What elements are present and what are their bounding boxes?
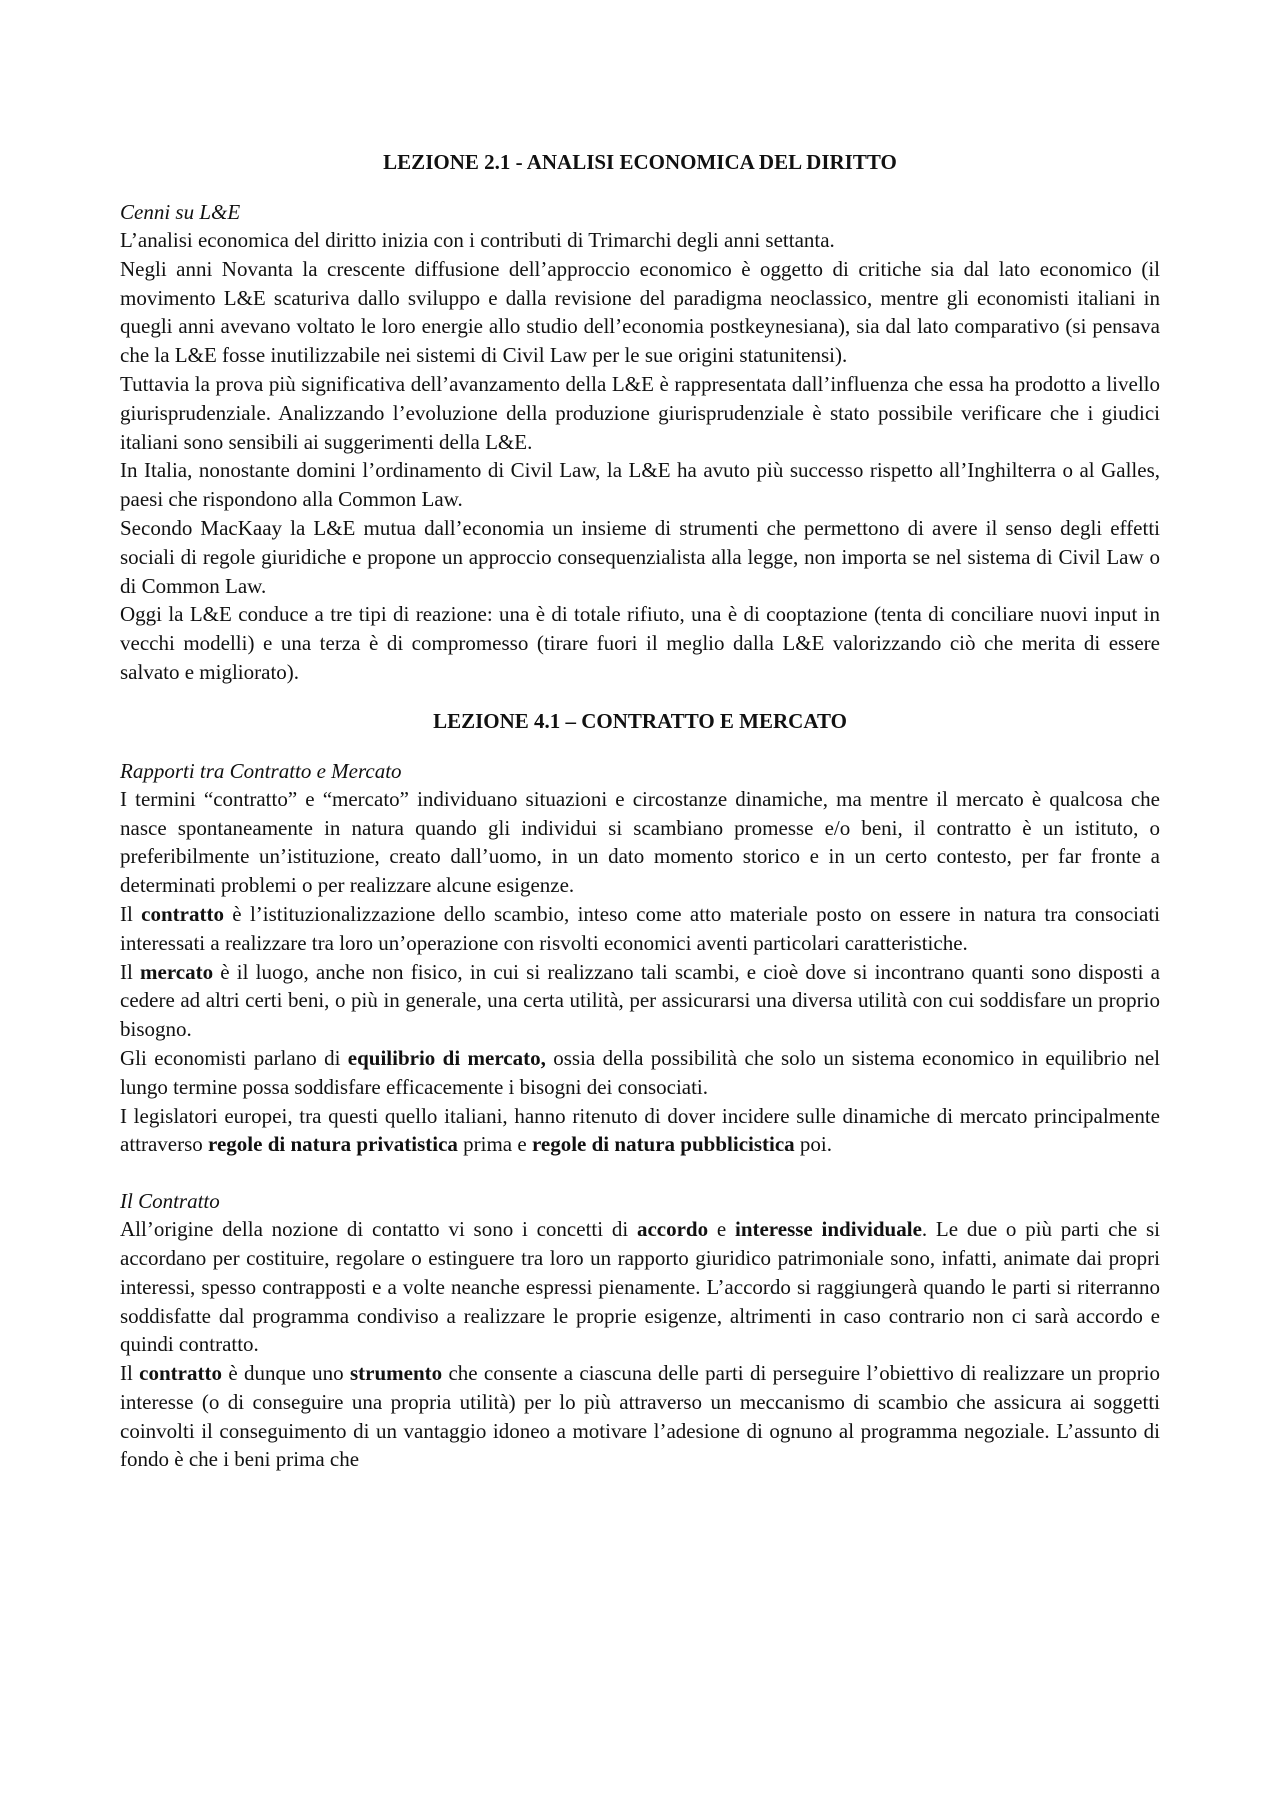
text-run: prima e xyxy=(457,1132,532,1157)
text-run: Tuttavia la prova più significativa dell’avanzamento della L&E è rappresentata dall’influenza che essa ha prodotto a livello giurisprudenziale. Analizzando l’evoluzione della produzione giurisprudenziale è stato possibile verificare che i giudici italiani sono sensibili ai suggerimenti della L&E. xyxy=(120,371,1160,454)
text-run: Oggi la L&E conduce a tre tipi di reazione: una è di totale rifiuto, una è di cooptazione (tenta di conciliare nuovi input in vecchi modelli) e una terza è di compromesso (tirare fuori il meglio dalla L&E valorizzando ciò che merita di essere salvato e migliorato). xyxy=(120,602,1160,684)
block-spacer xyxy=(120,1159,1160,1187)
text-run: che consente a ciascuna delle parti di perseguire l’obiettivo di realizzare un proprio interesse (o di conseguire una propria utilità) per lo più attraverso un meccanismo di scambio che assicura ai soggetti coinvolti il conseguimento di un vantaggio idoneo a motivare l’adesione di ognuno al programma negoziale. L’assunto di fondo è che i beni prima che xyxy=(120,1361,1160,1472)
text-run: Negli anni Novanta la crescente diffusione dell’approccio economico è oggetto di critiche sia dal lato economico (il movimento L&E scaturiva dallo sviluppo e dalla revisione del paradigma neoclassico, mentre gli economisti italiani in quegli anni avevano voltato le loro energie allo studio dell’economia postkeynesiana), sia dal lato comparativo (si pensava che la L&E fosse inutilizzabile nei sistemi di Civil Law per le sue origini statunitensi). xyxy=(120,256,1160,368)
text-run: I legislatori europei, tra questi quello italiani, hanno ritenuto di dover incidere sulle dinamiche di mercato principalmente attraverso xyxy=(120,1103,1160,1157)
text-run: All’origine della nozione di contatto vi sono i concetti di xyxy=(120,1217,637,1242)
paragraph xyxy=(120,600,1160,686)
paragraph xyxy=(120,456,1160,514)
bold-term: accordo xyxy=(636,1217,709,1242)
text-run: è dunque uno xyxy=(221,1361,350,1386)
text-run: Il xyxy=(120,901,142,926)
paragraph xyxy=(120,1215,1160,1359)
subheading: Cenni su L&E xyxy=(120,200,241,224)
subheading: Rapporti tra Contratto e Mercato xyxy=(120,758,402,783)
bold-term: contratto xyxy=(141,901,224,926)
section-title: LEZIONE 2.1 - ANALISI ECONOMICA DEL DIRITTO xyxy=(383,150,897,174)
text-run: . Le due o più parti che si accordano per costituire, regolare o estinguere tra loro un rapporto giuridico patrimoniale sono, infatti, animate dai propri interessi, spesso contrapposti e a volte neanche espressi pienamente. L’accordo si raggiungerà quando le parti si riterranno soddisfatte dal programma condiviso a realizzare le proprie esigenze, altrimenti in caso contrario non ci sarà accordo e quindi contratto. xyxy=(120,1217,1160,1357)
paragraph xyxy=(120,1044,1160,1102)
bold-term: regole di natura privatistica xyxy=(208,1132,458,1157)
text-run: è il luogo, anche non fisico, in cui si realizzano tali scambi, e cioè dove si incontrano quanti sono disposti a cedere ad altri certi beni, o più in generale, una certa utilità, per assicurarsi una diversa utilità con cui soddisfare un proprio bisogno. xyxy=(120,959,1160,1042)
text-run: e xyxy=(708,1217,735,1242)
bold-term: equilibrio di mercato, xyxy=(347,1045,546,1070)
text-run: L’analisi economica del diritto inizia con i contributi di Trimarchi degli anni settanta. xyxy=(120,228,835,252)
paragraph xyxy=(120,958,1160,1044)
bold-term: strumento xyxy=(349,1361,443,1386)
text-run: ossia della possibilità che solo un sistema economico in equilibrio nel lungo termine possa soddisfare efficacemente i bisogni dei consociati. xyxy=(120,1045,1160,1099)
paragraph xyxy=(120,900,1160,958)
paragraph xyxy=(120,226,1160,255)
bold-term: regole di natura pubblicistica xyxy=(531,1132,795,1157)
text-run: è l’istituzionalizzazione dello scambio, inteso come atto materiale posto on essere in natura tra consociati interessati a realizzare tra loro un’operazione con risvolti economici aventi particolari caratteristiche. xyxy=(120,901,1160,955)
subheading: Il Contratto xyxy=(120,1189,220,1214)
paragraph xyxy=(120,785,1160,900)
text-run: Il xyxy=(120,959,141,984)
paragraph xyxy=(120,514,1160,600)
text-run: poi. xyxy=(794,1132,833,1157)
text-run: Il xyxy=(120,1361,140,1386)
text-run: In Italia, nonostante domini l’ordinamento di Civil Law, la L&E ha avuto più successo rispetto all’Inghilterra o al Galles, paesi che rispondono alla Common Law. xyxy=(120,458,1160,512)
paragraph xyxy=(120,1102,1160,1160)
section xyxy=(120,148,1160,687)
bold-term: contratto xyxy=(139,1361,222,1386)
document-page xyxy=(120,148,1160,1474)
paragraph xyxy=(120,370,1160,456)
text-run: Secondo MacKaay la L&E mutua dall’economia un insieme di strumenti che permettono di avere il senso degli effetti sociali di regole giuridiche e propone un approccio consequenzialista alla legge, non importa se nel sistema di Civil Law o di Common Law. xyxy=(120,515,1160,598)
paragraph xyxy=(120,1359,1160,1474)
text-run: Gli economisti parlano di xyxy=(120,1045,348,1070)
paragraph xyxy=(120,255,1160,370)
section-title: LEZIONE 4.1 – CONTRATTO E MERCATO xyxy=(433,708,847,733)
section xyxy=(120,707,1160,1475)
bold-term: mercato xyxy=(140,959,214,984)
text-run: I termini “contratto” e “mercato” individuano situazioni e circostanze dinamiche, ma mentre il mercato è qualcosa che nasce spontaneamente in natura quando gli individui si scambiano promesse e/o beni, il contratto è un istituto, o preferibilmente un’istituzione, creato dall’uomo, in un dato momento storico e in un certo contesto, per far fronte a determinati problemi o per realizzare alcune esigenze. xyxy=(120,786,1160,898)
bold-term: interesse individuale xyxy=(734,1217,922,1242)
